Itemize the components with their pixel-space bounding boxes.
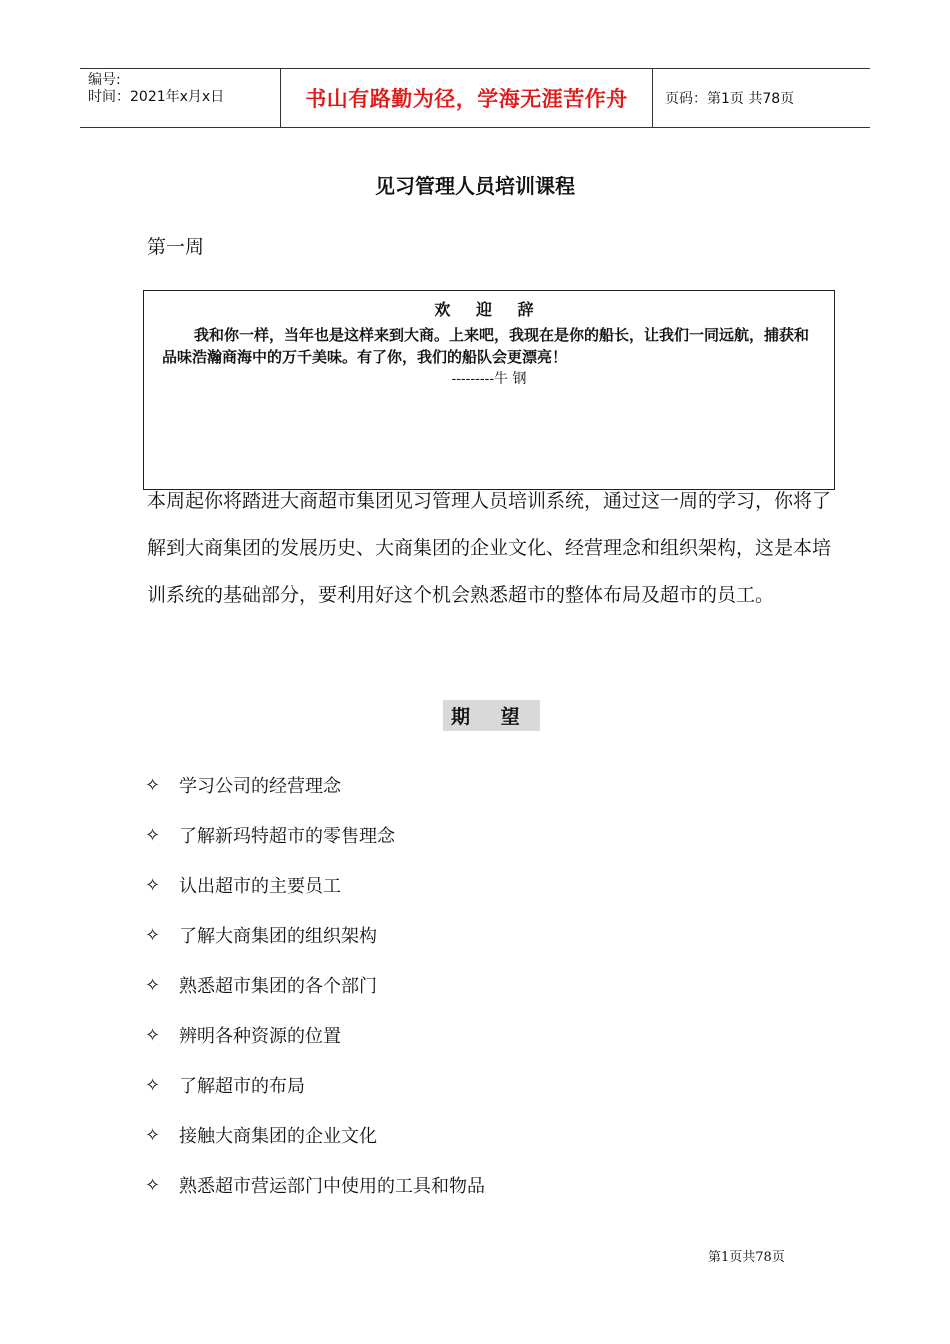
goals-list <box>145 760 485 1210</box>
welcome-title: 欢 迎 辞 <box>434 300 544 319</box>
page-header <box>80 68 870 128</box>
diamond-bullet-icon: ✧ <box>145 924 161 946</box>
goal-text: 熟悉超市营运部门中使用的工具和物品 <box>179 1176 485 1197</box>
diamond-bullet-icon: ✧ <box>145 1124 161 1146</box>
goal-text: 了解超市的布局 <box>179 1076 305 1097</box>
goal-item <box>145 1110 485 1160</box>
diamond-bullet-icon: ✧ <box>145 1174 161 1196</box>
goal-text: 辨明各种资源的位置 <box>179 1026 341 1047</box>
welcome-signature: ---------牛 钢 <box>451 371 527 387</box>
goal-item <box>145 910 485 960</box>
goal-item <box>145 1010 485 1060</box>
diamond-bullet-icon: ✧ <box>145 1074 161 1096</box>
diamond-bullet-icon: ✧ <box>145 774 161 796</box>
goal-text: 学习公司的经营理念 <box>179 776 341 797</box>
document-title: 见习管理人员培训课程 <box>375 174 575 198</box>
goal-text: 了解新玛特超市的零售理念 <box>179 826 395 847</box>
header-meta <box>80 69 281 127</box>
number-label: 编号: <box>88 72 121 88</box>
goal-text: 了解大商集团的组织架构 <box>179 926 377 947</box>
diamond-bullet-icon: ✧ <box>145 1024 161 1046</box>
goal-item <box>145 1060 485 1110</box>
goal-item <box>145 860 485 910</box>
goal-item <box>145 960 485 1010</box>
goal-text: 认出超市的主要员工 <box>179 876 341 897</box>
page-footer: 第1页共78页 <box>708 1250 785 1265</box>
goal-text: 熟悉超市集团的各个部门 <box>179 976 377 997</box>
goal-item <box>145 760 485 810</box>
welcome-box <box>143 290 835 490</box>
week-label: 第一周 <box>147 236 205 258</box>
diamond-bullet-icon: ✧ <box>145 824 161 846</box>
diamond-bullet-icon: ✧ <box>145 974 161 996</box>
diamond-bullet-icon: ✧ <box>145 874 161 896</box>
header-page-info: 页码：第1页 共78页 <box>665 91 795 107</box>
time-label: 时间：2021年x月x日 <box>88 89 225 105</box>
header-motto: 书山有路勤为径，学海无涯苦作舟 <box>281 69 653 127</box>
goal-item <box>145 810 485 860</box>
goal-item <box>145 1160 485 1210</box>
goal-text: 接触大商集团的企业文化 <box>179 1126 377 1147</box>
intro-paragraph: 本周起你将踏进大商超市集团见习管理人员培训系统，通过这一周的学习，你将了解到大商集团的发展历史、大商集团的企业文化、经营理念和组织架构，这是本培训系统的基础部分，要利用好这个机会熟悉超市的整体布局及超市的员工。 <box>147 490 832 606</box>
expectations-heading: 期 望 <box>443 700 540 731</box>
welcome-text: 我和你一样，当年也是这样来到大商。上来吧，我现在是你的船长，让我们一同远航，捕获和品味浩瀚商海中的万千美味。有了你，我们的船队会更漂亮！ <box>162 326 810 366</box>
